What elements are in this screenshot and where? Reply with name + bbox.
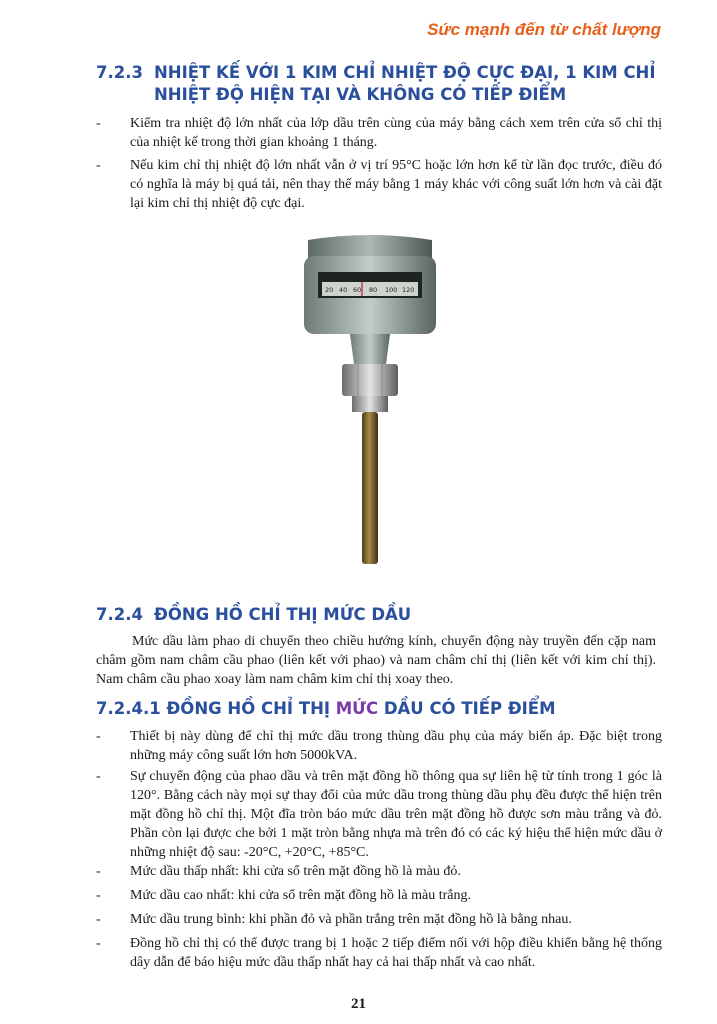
bullet-dash: - xyxy=(96,769,101,784)
bullet-dash: - xyxy=(96,936,101,951)
bullet-dash: - xyxy=(96,888,101,903)
dial-label: 60 xyxy=(353,286,362,294)
bullet-dash: - xyxy=(96,912,101,927)
section-7241-bullet-3 xyxy=(96,862,662,881)
section-723-bullet-2 xyxy=(96,156,662,213)
section-723-bullet-1 xyxy=(96,114,662,152)
section-7241-bullet-1 xyxy=(96,727,662,765)
section-723-title-line2: NHIỆT ĐỘ HIỆN TẠI VÀ KHÔNG CÓ TIẾP ĐIỂM xyxy=(154,85,567,104)
bullet-dash: - xyxy=(96,729,101,744)
dial-label: 80 xyxy=(369,286,378,294)
page-number: 21 xyxy=(351,996,366,1012)
bullet-text: Thiết bị này dùng để chỉ thị mức dầu trong thùng dầu phụ của máy biến áp. Đặc biệt trong những máy công suất lớn hơn 5000kVA. xyxy=(130,729,662,763)
bullet-text: Nếu kim chỉ thị nhiệt độ lớn nhất vẫn ở vị trí 95°C hoặc lớn hơn kể từ lần đọc trước, điều đó có nghĩa là máy bị quá tải, nên thay thế máy bằng 1 máy khác với công suất lớn hơn và cài đặt lại kim chỉ thị nhiệt độ cực đại. xyxy=(130,158,662,211)
bullet-text: Đồng hồ chỉ thị có thể được trang bị 1 hoặc 2 tiếp điểm nối với hộp điều khiển bằng hệ thống dây dẫn để báo hiệu mức dầu thấp nhất hay cả hai thấp nhất và cao nhất. xyxy=(130,936,662,970)
bullet-text: Mức dầu thấp nhất: khi cửa sổ trên mặt đồng hồ là màu đỏ. xyxy=(130,864,461,879)
section-723-title-line1: NHIỆT KẾ VỚI 1 KIM CHỈ NHIỆT ĐỘ CỰC ĐẠI, 1 KIM CHỈ xyxy=(154,63,656,82)
dial-label: 40 xyxy=(339,286,348,294)
bullet-text: Sự chuyển động của phao dầu và trên mặt đồng hồ thông qua sự liên hệ từ tính trong 1 góc là 120°. Bằng cách này mọi sự thay đổi của mức dầu trong thùng dầu phụ đều được thể hiện trên mặt đồng hồ chỉ thị. Một đĩa tròn báo mức dầu trên mặt đồng hồ được sơn màu trắng và đỏ. Phần còn lại được che bởi 1 mặt tròn bằng nhựa mà trên đó có các ký hiệu thể hiện mức dầu ở những nhiệt độ sau: -20°C, +20°C, +85°C. xyxy=(130,769,662,860)
section-724-paragraph: Mức dầu làm phao di chuyển theo chiều hướng kính, chuyển động này truyền đến cặp nam châm gồm nam châm cầu phao (liên kết với phao) và nam châm chỉ thị (liên kết với kim chỉ thị). Nam châm cầu phao xoay làm nam châm kim chỉ thị xoay theo. xyxy=(96,634,656,687)
dial-label: 20 xyxy=(325,286,334,294)
header-slogan: Sức mạnh đến từ chất lượng xyxy=(427,20,661,39)
thermometer-figure xyxy=(292,234,448,570)
section-724-number: 7.2.4 xyxy=(96,605,143,624)
section-7241-number: 7.2.4.1 xyxy=(96,699,161,718)
bullet-text: Mức dầu cao nhất: khi cửa sổ trên mặt đồng hồ là màu trắng. xyxy=(130,888,471,903)
bullet-dash: - xyxy=(96,158,101,173)
section-723-heading xyxy=(96,62,676,106)
section-723-number: 7.2.3 xyxy=(96,63,143,82)
threaded-fitting xyxy=(352,396,388,412)
section-7241-bullet-2 xyxy=(96,767,662,862)
section-7241-title-part3: DẦU CÓ TIẾP ĐIỂM xyxy=(378,699,556,718)
dial-label: 120 xyxy=(402,286,415,294)
thermometer-stem xyxy=(362,412,378,564)
section-724-title: ĐỒNG HỒ CHỈ THỊ MỨC DẦU xyxy=(154,605,412,624)
bullet-text: Mức dầu trung bình: khi phần đỏ và phần trắng trên mặt đồng hồ là bằng nhau. xyxy=(130,912,572,927)
thermometer-cap xyxy=(308,235,432,258)
dial-label: 100 xyxy=(385,286,398,294)
section-7241-heading xyxy=(96,698,676,720)
section-724-heading xyxy=(96,604,676,626)
bullet-dash: - xyxy=(96,864,101,879)
section-7241-bullet-5 xyxy=(96,910,662,929)
bullet-text: Kiểm tra nhiệt độ lớn nhất của lớp dầu trên cùng của máy bằng cách xem trên cửa sổ chỉ thị của nhiệt kế trong thời gian khoảng 1 tháng. xyxy=(130,116,662,150)
section-7241-title-part1: ĐỒNG HỒ CHỈ THỊ xyxy=(166,699,336,718)
section-7241-bullet-4 xyxy=(96,886,662,905)
bullet-dash: - xyxy=(96,116,101,131)
section-7241-bullet-6 xyxy=(96,934,662,972)
thermometer-neck xyxy=(350,334,390,364)
hex-nut xyxy=(342,364,398,396)
section-7241-title-part2: MỨC xyxy=(335,699,379,718)
